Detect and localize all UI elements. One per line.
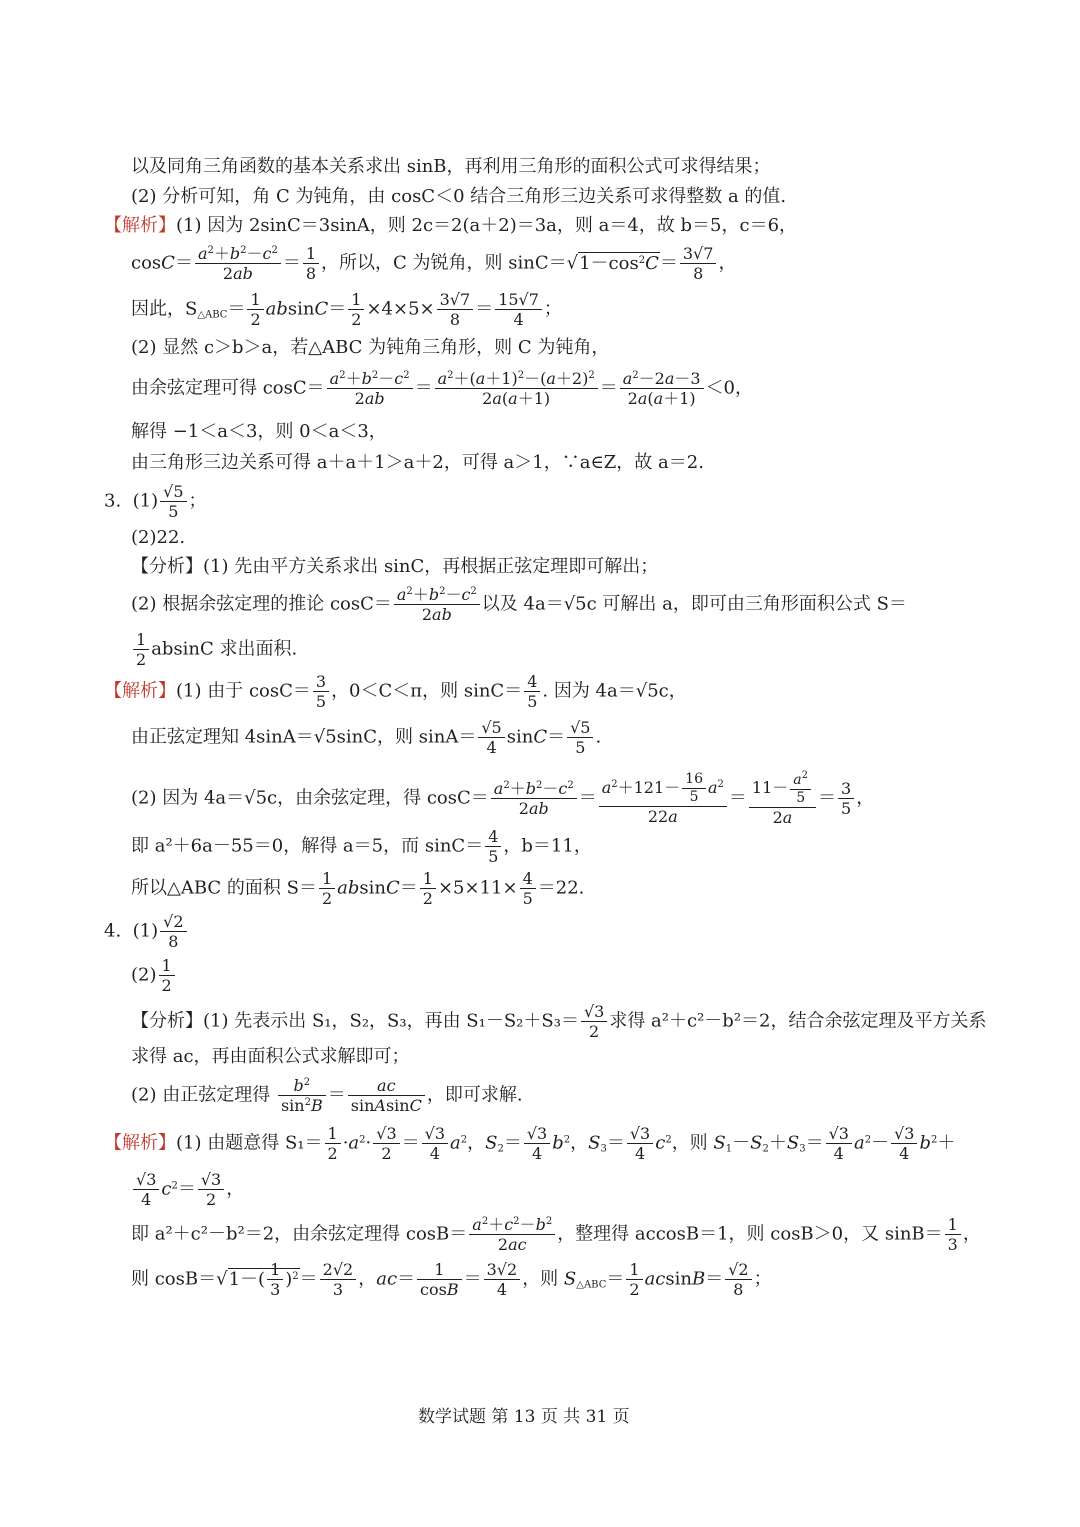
analysis-line: (2) 根据余弦定理的推论 cosC＝ $\frac{a^2+b^2-c^2}{2ab}$ 以及 4a＝√5c 可解出 a，即可由三角形面积公式 S＝: [131, 585, 907, 625]
answer-line: (2)22.: [131, 527, 186, 548]
solution-line: cosC＝ $\frac{a^2+b^2-c^2}{2ab}$ ＝ $\frac{1}{8}$ ，所以，C 为锐角，则 $\sin C=√1-\cos^2C=$ $\frac{3√7}{8}$ ，: [131, 244, 737, 284]
answer-line: 4. (1) $\frac{√2}{8}$: [104, 912, 189, 951]
analysis-line: 求得 ac，再由面积公式求解即可；: [131, 1046, 410, 1067]
solution-line: 由余弦定理可得 cosC＝ $\frac{a^2+b^2-c^2}{2ab}$ ＝ $\frac{a^2+(a+1)^2-(a+2)^2}{2a(a+1)}$ ＝ $\frac{a^2-2a-3}{2a(a+1)}$ ＜0，: [131, 369, 754, 409]
solution-label: 【解析】: [104, 215, 176, 236]
analysis-line: 【分析】(1) 先表示出 S₁，S₂，S₃，再由 S₁－S₂＋S₃＝ $\frac{√3}{2}$ 求得 a²＋c²－b²＝2，结合余弦定理及平方关系: [131, 1002, 987, 1042]
solution-line: 【解析】(1) 由于 cosC＝ $\frac{3}{5}$ ，0＜C＜π，则 sinC＝ $\frac{4}{5}$ . 因为 4a＝√5c，: [104, 672, 687, 712]
problem-number: 3.: [104, 490, 122, 512]
solution-line: (2) 因为 4a＝√5c，由余弦定理，得 cosC＝ $\frac{a^2+b^2-c^2}{2ab}$ ＝ $a^2+121-$ $\frac{16}{5}$ $a^2$ 22a ＝ 11－ $\frac{a^2}{5}$ 2a ＝ $\frac{3}{5}$ ，: [131, 770, 875, 827]
solution-line: 由三角形三边关系可得 a＋a＋1＞a＋2，可得 a＞1，∵a∈Z，故 a＝2.: [131, 452, 704, 473]
solution-label: 【解析】: [104, 680, 176, 702]
solution-line: 因此，$S_{\triangle ABC}=$ $\frac{1}{2}$ absinC＝ $\frac{1}{2}$ ×4×5× $\frac{3√7}{8}$ ＝ $\frac{15√7}{4}$ ；: [131, 290, 562, 330]
analysis-line: 【分析】(1) 先由平方关系求出 sinC，再根据正弦定理即可解出；: [131, 556, 659, 577]
solution-label: 【解析】: [104, 1132, 176, 1154]
solution-line: 解得 −1＜a＜3，则 0＜a＜3，: [131, 421, 387, 442]
analysis-line: 以及同角三角函数的基本关系求出 sinB，再利用三角形的面积公式可求得结果；: [131, 156, 771, 177]
page-footer: 数学试题 第 13 页 共 31 页: [418, 1407, 630, 1427]
solution-line: 所以△ABC 的面积 S＝ $\frac{1}{2}$ absinC＝ $\frac{1}{2}$ ×5×11× $\frac{4}{5}$ ＝22.: [131, 869, 585, 909]
problem-number: 4.: [104, 920, 122, 942]
solution-line: 【解析】(1) 因为 2sinC＝3sinA，则 2c＝2(a＋2)＝3a，则 a＝4，故 b＝5，c＝6，: [104, 215, 798, 236]
solution-line: 即 a²＋c²－b²＝2，由余弦定理得 cosB＝ $\frac{a^2+c^2-b^2}{2ac}$ ，整理得 accosB＝1，则 cosB＞0，又 sinB＝ $\frac{1}{3}$ ，: [131, 1215, 981, 1255]
analysis-label: 【分析】: [131, 1010, 203, 1032]
answer-line: 3. (1) $\frac{√5}{5}$ ；: [104, 482, 207, 522]
solution-line: (2) 显然 c＞b＞a，若△ABC 为钝角三角形，则 C 为钝角，: [131, 337, 610, 358]
solution-line: $\frac{√3}{4}$ $c^2=$ $\frac{√3}{2}$ ，: [131, 1170, 244, 1209]
answer-line: (2) $\frac{1}{2}$: [131, 956, 177, 995]
solution-line: 由正弦定理知 4sinA＝√5sinC，则 sinA＝ $\frac{√5}{4}$ sinC＝ $\frac{√5}{5}$ .: [131, 718, 602, 758]
solution-line: 即 a²＋6a－55＝0，解得 a＝5，而 sinC＝ $\frac{4}{5}$ ，b＝11，: [131, 827, 592, 867]
analysis-label: 【分析】: [131, 556, 203, 577]
analysis-line: (2) 由正弦定理得 $\frac{b^2}{\sin^2B}$ ＝ $\frac{ac}{\text{sinAsinC}}$ ，即可求解.: [131, 1076, 523, 1116]
analysis-line: $\frac{1}{2}$ absinC 求出面积.: [131, 630, 297, 669]
solution-line: 【解析】(1) 由题意得 S₁＝ $\frac{1}{2}$ $\cdot a^2\cdot$ $\frac{√3}{2}$ ＝ $\frac{√3}{4}$ $a^2$，$S_2=$ $\frac{√3}{4}$ $b^2$，$S_3=$ $\frac{√3}{4}$ $c^2$，则 $S_1-S_2+S_3=$ $\frac{√3}{4}$ $a^2-$ $\frac{√3}{4}$ $b^2+$: [104, 1124, 956, 1164]
analysis-line: (2) 分析可知，角 C 为钝角，由 cosC＜0 结合三角形三边关系可求得整数 a 的值.: [131, 186, 787, 207]
solution-line: 则 cosB＝√1－( $\frac{1}{3}$ )$^2$＝ $\frac{2√2}{3}$ ，ac＝ $\frac{1}{\cos B}$ ＝ $\frac{3√2}{4}$ ，则 $S_{\triangle ABC}=$ $\frac{1}{2}$ acsinB＝ $\frac{√2}{8}$ ；: [131, 1260, 772, 1300]
